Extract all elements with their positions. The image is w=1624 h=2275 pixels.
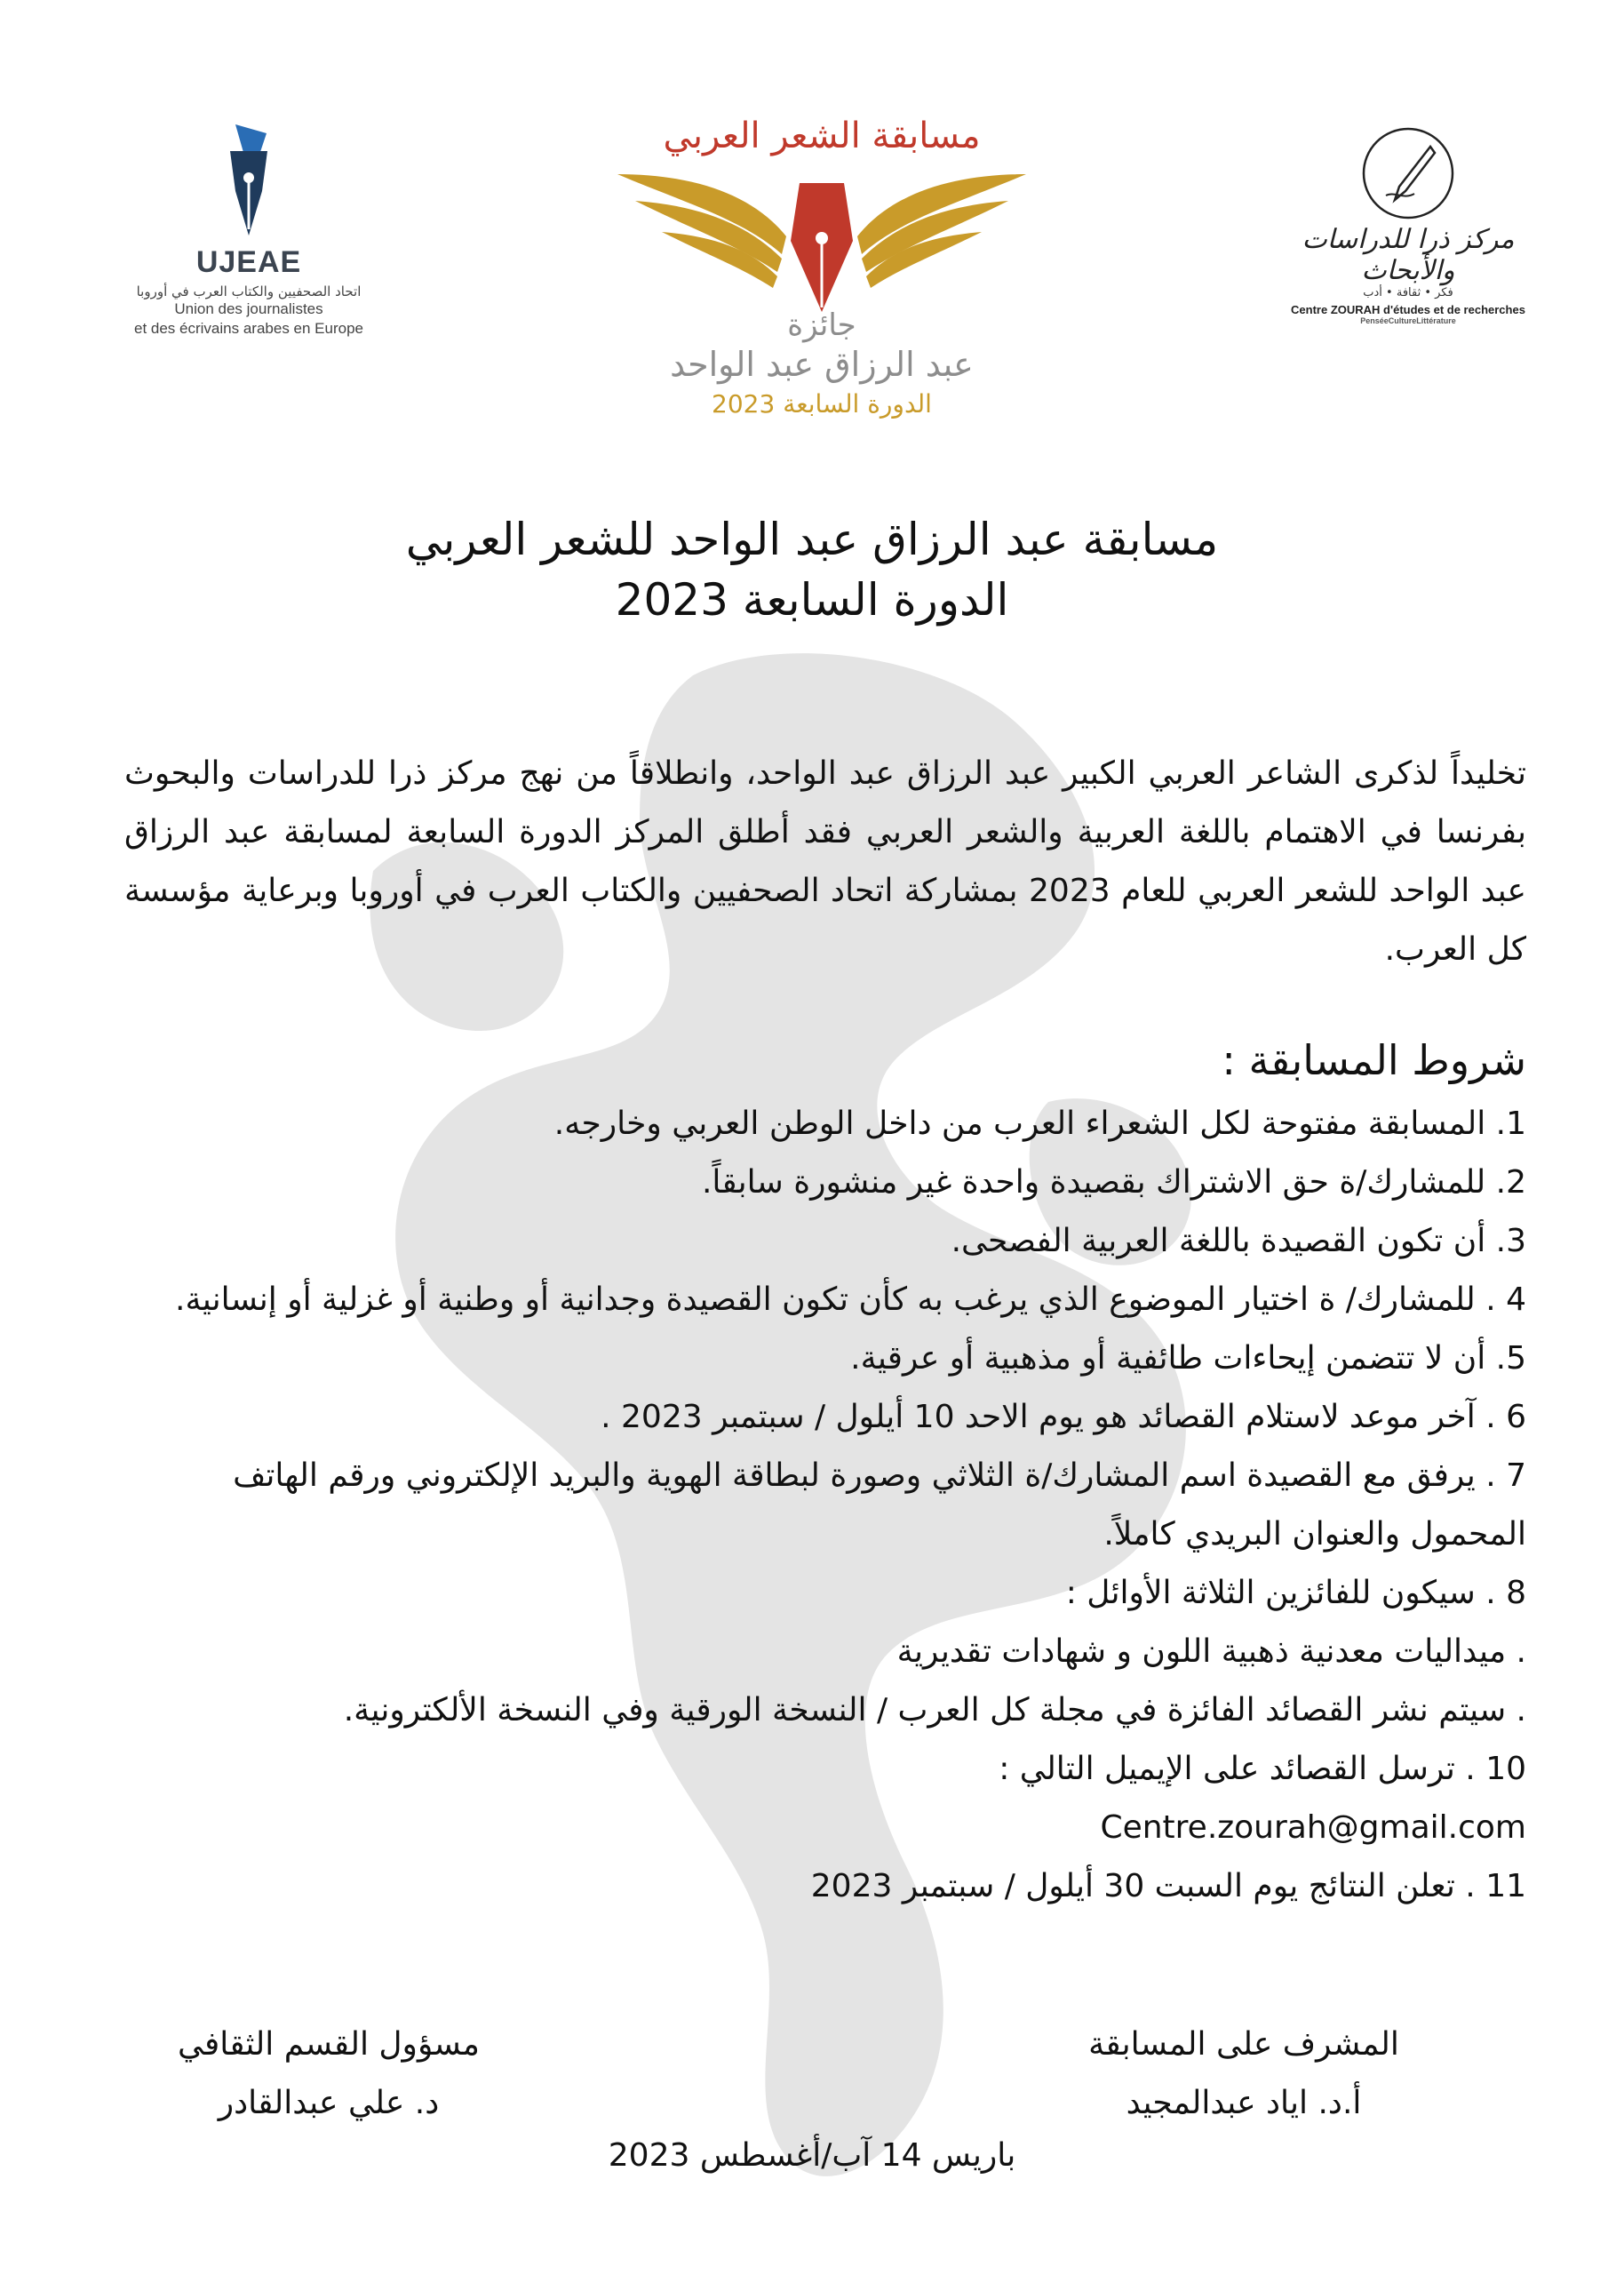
zourah-name-fr: Centre ZOURAH d'études et de recherches — [1291, 303, 1525, 316]
condition-item: . ميداليات معدنية ذهبية اللون و شهادات تقديرية — [896, 1633, 1526, 1670]
zourah-tagline-ar: فكر • ثقافة • أدب — [1363, 286, 1453, 299]
condition-item: . سيتم نشر القصائد الفائزة في مجلة كل العرب / النسخة الورقية وفي النسخة الألكترونية. — [343, 1692, 1526, 1728]
prize-honoree-name: عبد الرزاق عبد الواحد — [670, 345, 974, 384]
condition-item: 1. المسابقة مفتوحة لكل الشعراء العرب من داخل الوطن العربي وخارجه. — [553, 1106, 1526, 1142]
condition-item: 11 . تعلن النتائج يوم السبت 30 أيلول / سبتمبر 2023 — [810, 1868, 1526, 1904]
contact-email[interactable]: Centre.zourah@gmail.com — [1100, 1809, 1526, 1846]
supervisor-name: أ.د. اياد عبدالمجيد — [1126, 2085, 1362, 2121]
cultural-head-name: د. علي عبدالقادر — [218, 2085, 440, 2121]
quill-circle-icon — [1359, 124, 1457, 222]
pen-nib-icon — [218, 124, 280, 240]
cultural-head-signature — [115, 2016, 542, 2133]
winged-pen-icon — [617, 156, 1026, 316]
prize-label: جائزة — [787, 307, 856, 343]
zourah-tagline-fr: PenséeCultureLittérature — [1360, 316, 1456, 325]
supervisor-role: المشرف على المسابقة — [1088, 2026, 1399, 2063]
condition-item: 6 . آخر موعد لاستلام القصائد هو يوم الاحد 10 أيلول / سبتمبر 2023 . — [601, 1399, 1526, 1435]
condition-item: 10 . ترسل القصائد على الإيميل التالي : — [999, 1751, 1526, 1787]
ujeae-name-fr-line1: Union des journalistes — [174, 300, 323, 317]
intro-paragraph: تخليداً لذكرى الشاعر العربي الكبير عبد الرزاق عبد الواحد، وانطلاقاً من نهج مركز ذرا للدراسات والبحوث بفرنسا في الاهتمام باللغة العربية والشعر العربي فقد أطلق المركز الدورة السابعة لمسابقة عبد الرزاق عبد الواحد للشعر العربي للعام 2023 بمشاركة اتحاد الصحفيين والكتاب العرب في أوروبا وبرعاية مؤسسة كل العرب. — [124, 755, 1526, 968]
cultural-head-role: مسؤول القسم الثقافي — [178, 2026, 480, 2063]
condition-item: 5. أن لا تتضمن إيحاءات طائفية أو مذهبية أو عرقية. — [850, 1340, 1526, 1377]
condition-item: 3. أن تكون القصيدة باللغة العربية الفصحى. — [951, 1223, 1526, 1259]
prize-edition: الدورة السابعة 2023 — [712, 389, 932, 419]
prize-logo-top-title: مسابقة الشعر العربي — [663, 116, 981, 156]
zourah-name-ar: مركز ذرا للدراسات والأبحاث — [1302, 224, 1515, 286]
prize-logo — [613, 116, 1031, 435]
page-title: مسابقة عبد الرزاق عبد الواحد للشعر العربي — [405, 514, 1219, 565]
ujeae-name-ar: اتحاد الصحفيين والكتاب العرب في أوروبا — [136, 283, 362, 299]
conditions-heading: شروط المسابقة : — [1222, 1036, 1526, 1084]
condition-item: 8 . سيكون للفائزين الثلاثة الأوائل : — [1065, 1575, 1526, 1611]
condition-item: 2. للمشارك/ة حق الاشتراك بقصيدة واحدة غير منشورة سابقاً. — [701, 1164, 1526, 1201]
page-subtitle: الدورة السابعة 2023 — [615, 574, 1009, 626]
condition-item: 4 . للمشارك/ ة اختيار الموضوع الذي يرغب به كأن تكون القصيدة وجدانية أو وطنية أو غزلية أو إنسانية. — [175, 1281, 1526, 1318]
ujeae-acronym: UJEAE — [195, 245, 302, 279]
zourah-logo — [1262, 124, 1555, 338]
condition-item: 7 . يرفق مع القصيدة اسم المشارك/ة الثلاثي وصورة لبطاقة الهوية والبريد الإلكتروني ورقم الهاتف المحمول والعنوان البريدي كاملاً. — [233, 1457, 1526, 1553]
ujeae-name-fr-line2: et des écrivains arabes en Europe — [134, 320, 363, 337]
supervisor-signature — [1031, 2016, 1457, 2133]
ujeae-logo — [115, 124, 382, 355]
place-date: باريس 14 آب/أغسطس 2023 — [608, 2137, 1016, 2174]
conditions-list — [124, 1095, 1526, 1916]
